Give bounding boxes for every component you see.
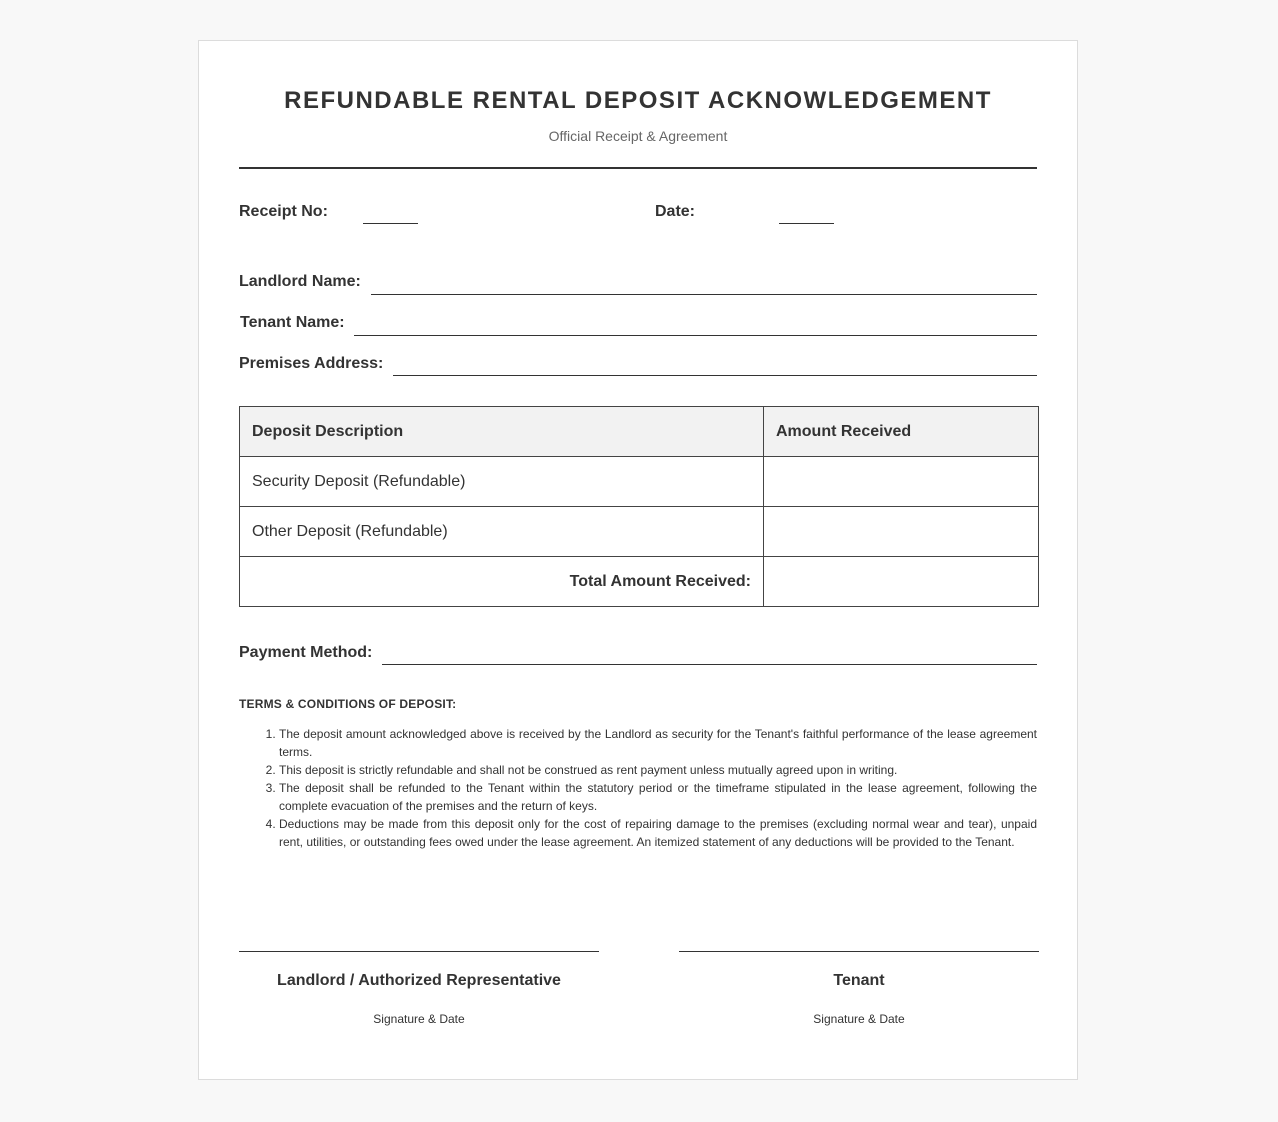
terms-heading: TERMS & CONDITIONS OF DEPOSIT: <box>239 697 457 711</box>
table-row <box>240 457 1039 507</box>
deposit-description-cell: Other Deposit (Refundable) <box>240 507 764 557</box>
tenant-signature-line[interactable] <box>679 951 1039 952</box>
date-label: Date: <box>655 203 696 220</box>
terms-item: 1. The deposit amount acknowledged above is received by the Landlord as security for the Tenant's faithful performance of the lease agreement terms. <box>279 725 1037 761</box>
premises-address-label: Premises Address: <box>239 355 384 372</box>
receipt-no-field[interactable] <box>363 223 418 224</box>
landlord-name-field[interactable] <box>371 294 1037 295</box>
premises-address-field[interactable] <box>393 375 1037 376</box>
terms-item: 2. This deposit is strictly refundable and shall not be construed as rent payment unless mutually agreed upon in writing. <box>279 761 1037 779</box>
column-header-description: Deposit Description <box>240 407 764 457</box>
document-content <box>239 41 1037 1079</box>
document-title: REFUNDABLE RENTAL DEPOSIT ACKNOWLEDGEMENT <box>284 87 992 114</box>
table-total-row <box>240 557 1039 607</box>
tenant-signature-title: Tenant <box>833 972 885 989</box>
table-row <box>240 507 1039 557</box>
total-amount-cell[interactable] <box>764 557 1039 607</box>
landlord-signature-title: Landlord / Authorized Representative <box>277 972 561 989</box>
terms-item: 3. The deposit shall be refunded to the Tenant within the statutory period or the timeframe stipulated in the lease agreement, following the complete evacuation of the premises and the return of keys. <box>279 779 1037 815</box>
landlord-signature-caption: Signature & Date <box>373 1012 465 1026</box>
tenant-name-field[interactable] <box>354 335 1037 336</box>
deposit-description-cell: Security Deposit (Refundable) <box>240 457 764 507</box>
receipt-no-label: Receipt No: <box>239 203 328 220</box>
table-header-row <box>240 407 1039 457</box>
landlord-name-label: Landlord Name: <box>239 273 361 290</box>
payment-method-field[interactable] <box>382 664 1037 665</box>
header-divider <box>239 167 1037 169</box>
deposit-amount-cell[interactable] <box>764 457 1039 507</box>
deposit-table <box>239 406 1039 607</box>
deposit-amount-cell[interactable] <box>764 507 1039 557</box>
total-amount-label: Total Amount Received: <box>240 557 764 607</box>
tenant-name-label: Tenant Name: <box>240 314 345 331</box>
date-field[interactable] <box>779 223 834 224</box>
column-header-amount: Amount Received <box>764 407 1039 457</box>
landlord-signature-line[interactable] <box>239 951 599 952</box>
document-subtitle: Official Receipt & Agreement <box>548 128 728 144</box>
payment-method-label: Payment Method: <box>239 644 373 661</box>
tenant-signature-caption: Signature & Date <box>813 1012 905 1026</box>
terms-item: 4. Deductions may be made from this deposit only for the cost of repairing damage to the premises (excluding normal wear and tear), unpaid rent, utilities, or outstanding fees owed under the lease agreement. An itemized statement of any deductions will be provided to the Tenant. <box>279 815 1037 851</box>
terms-list <box>239 725 1037 851</box>
document-page <box>198 40 1078 1080</box>
